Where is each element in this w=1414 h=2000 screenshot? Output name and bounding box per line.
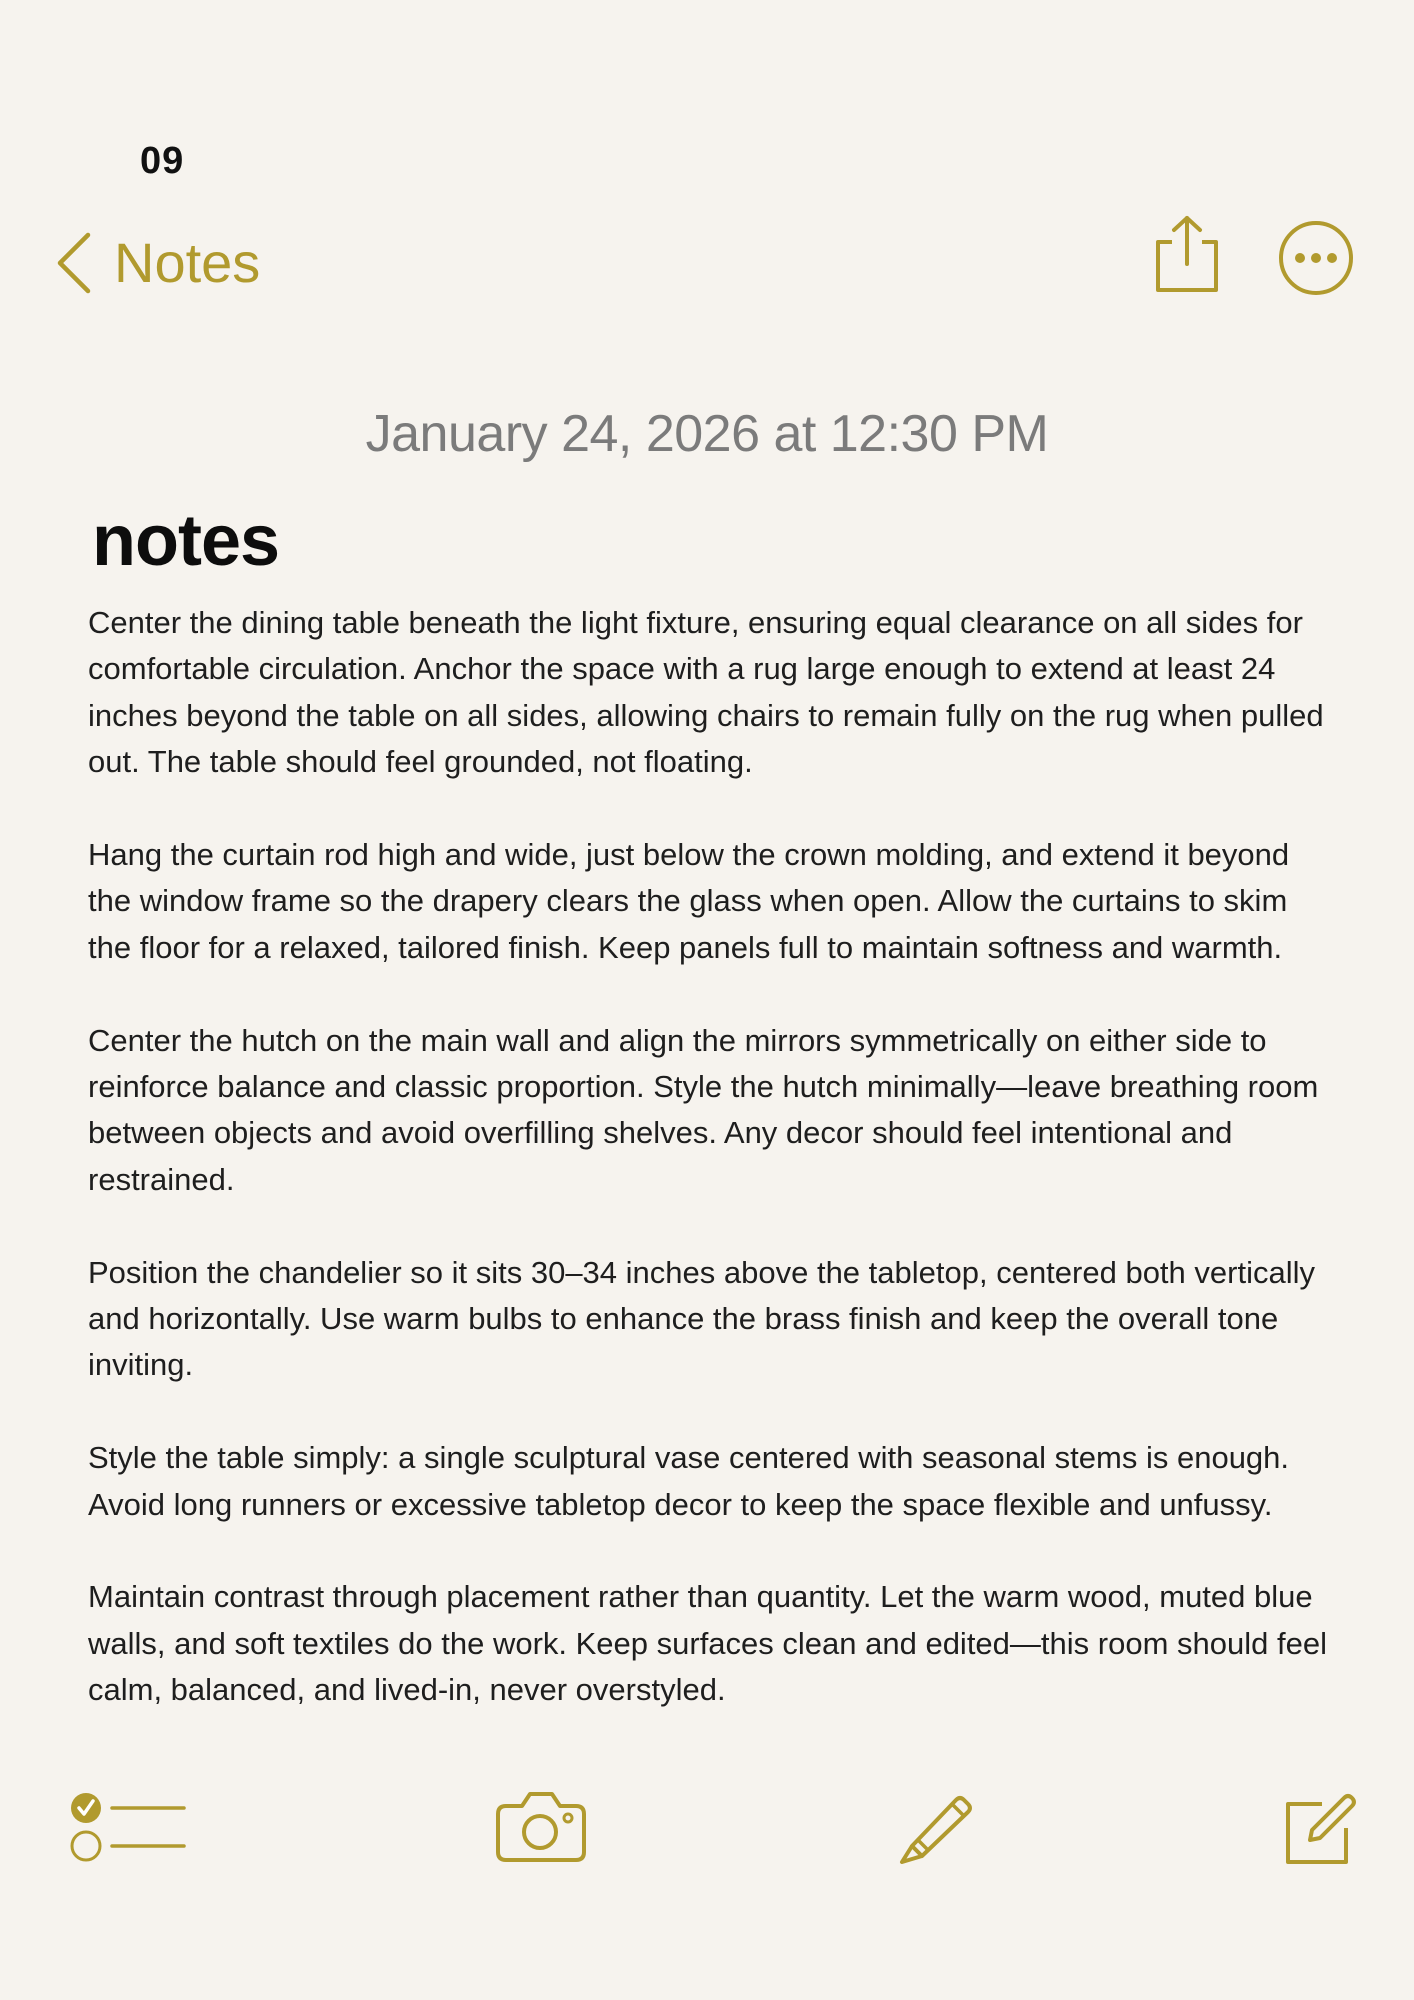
markup-button[interactable] xyxy=(896,1790,976,1866)
share-icon xyxy=(1150,214,1224,294)
more-button[interactable] xyxy=(1276,218,1356,298)
chevron-left-icon xyxy=(56,231,92,295)
checklist-button[interactable] xyxy=(70,1790,188,1862)
note-paragraph: Center the hutch on the main wall and align the mirrors symmetrically on either side to reinforce balance and classic proportion. Style the hutch minimally—leave breathing room between objects and avoid overfilling shelves. Any decor should feel intentional and restrained. xyxy=(88,1022,1319,1197)
note-paragraph: Maintain contrast through placement rather than quantity. Let the warm wood, muted blue walls, and soft textiles do the work. Keep surfaces clean and edited—this room should feel calm, balanced, and lived-in, never overstyled. xyxy=(88,1579,1327,1708)
note-paragraph: Center the dining table beneath the light fixture, ensuring equal clearance on all sides for comfortable circulation. Anchor the space with a rug large enough to extend at least 24 inches beyond the table on all sides, allowing chairs to remain fully on the rug when pulled out. The table should feel grounded, not floating. xyxy=(88,605,1324,780)
note-body[interactable] xyxy=(88,600,1338,1760)
note-title[interactable]: notes xyxy=(92,501,280,581)
note-paragraph: Style the table simply: a single sculptural vase centered with seasonal stems is enough. Avoid long runners or excessive tabletop decor to keep the space flexible and unfussy. xyxy=(88,1440,1290,1522)
ellipsis-circle-icon xyxy=(1276,218,1356,298)
status-time: 09 xyxy=(140,140,185,182)
checklist-icon xyxy=(70,1790,188,1862)
note-paragraph: Hang the curtain rod high and wide, just below the crown molding, and extend it beyond the window frame so the drapery clears the glass when open. Allow the curtains to skim the floor for a relaxed, tailored finish. Keep panels full to maintain softness and warmth. xyxy=(88,837,1290,965)
camera-button[interactable] xyxy=(494,1790,588,1864)
back-button[interactable] xyxy=(56,226,260,300)
compose-button[interactable] xyxy=(1282,1790,1358,1866)
back-button-label: Notes xyxy=(114,231,261,294)
pen-icon xyxy=(896,1790,976,1866)
camera-icon xyxy=(494,1790,588,1864)
compose-icon xyxy=(1282,1790,1358,1866)
note-paragraph: Position the chandelier so it sits 30–34 inches above the tabletop, centered both vertically and horizontally. Use warm bulbs to enhance the brass finish and keep the overall tone inviting. xyxy=(88,1254,1315,1383)
share-button[interactable] xyxy=(1150,214,1224,294)
note-date: January 24, 2026 at 12:30 PM xyxy=(365,405,1049,463)
